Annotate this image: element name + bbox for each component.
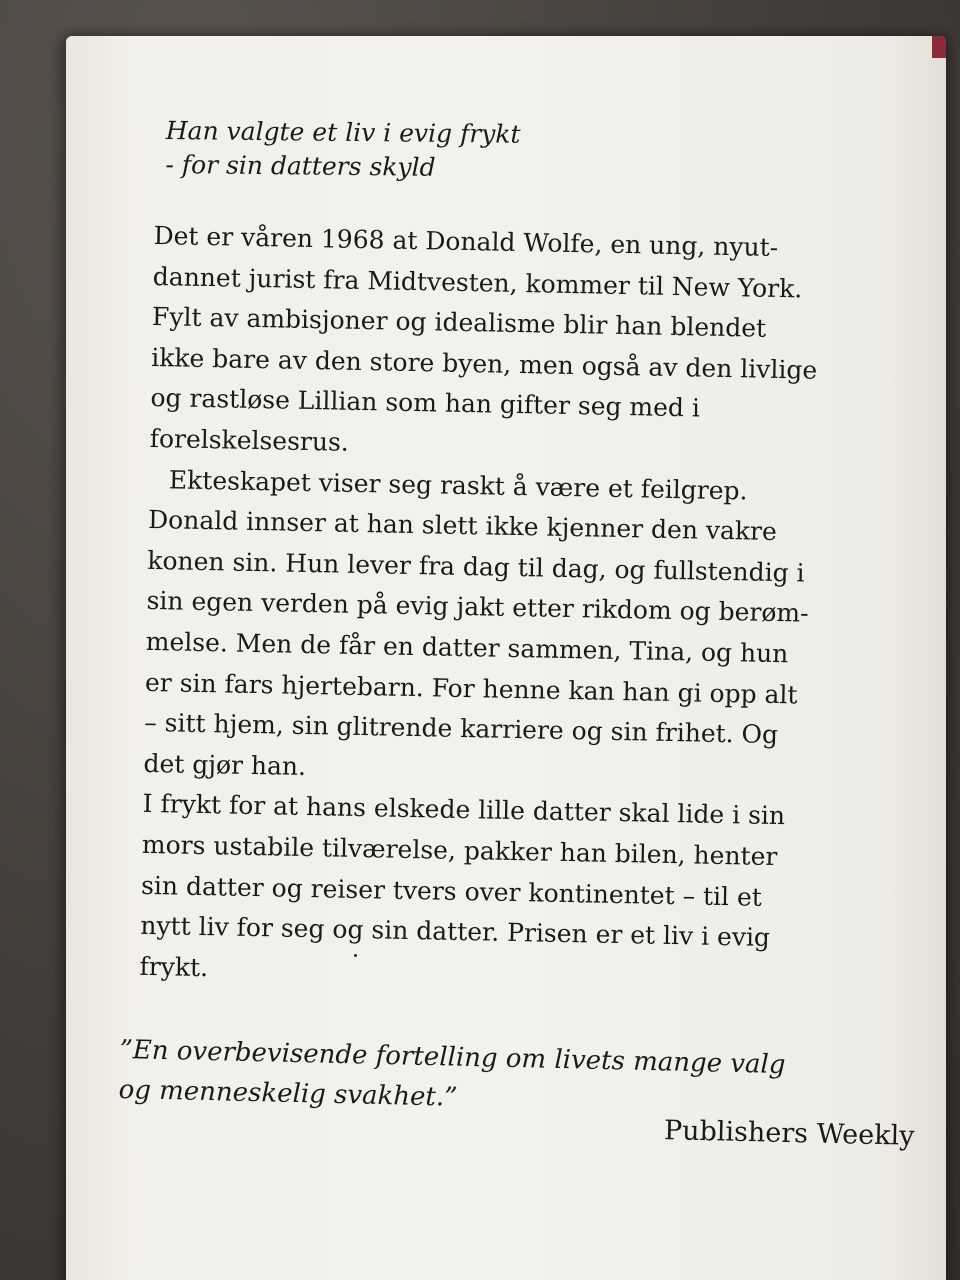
blurb-line: konen sin. Hun lever fra dag til dag, og fullstendig i: [147, 545, 805, 588]
review-quote: [118, 1030, 910, 1128]
blurb-line: I frykt for at hans elskede lille datter skal lide i sin: [142, 789, 786, 831]
blurb-line: er sin fars hjertebarn. For henne kan han gi opp alt: [144, 667, 798, 709]
blurb-text: [139, 216, 884, 1001]
blurb-line: frykt.: [139, 951, 209, 982]
tagline: [165, 114, 520, 186]
blurb-line: – sitt hjem, sin glitrende karriere og sin frihet. Og: [143, 708, 779, 750]
blurb-line: dannet jurist fra Midtvesten, kommer til New York.: [152, 261, 803, 304]
quote-line-2: og menneskelig svakhet.”: [118, 1074, 458, 1113]
cover-text: [66, 36, 946, 1280]
blurb-line: Fylt av ambisjoner og idealisme blir han blendet: [151, 302, 767, 343]
blurb-line: Ekteskapet viser seg raskt å være et feilgrep.: [168, 464, 748, 506]
blurb-line: mors ustabile tilværelse, pakker han bilen, henter: [141, 829, 778, 871]
blurb-line: sin egen verden på evig jakt etter rikdom og berøm-: [146, 586, 809, 628]
tagline-line-1: Han valgte et liv i evig frykt: [165, 115, 521, 149]
blurb-line: nytt liv for seg og sin datter. Prisen er et liv i evig: [140, 910, 771, 953]
paper-speck: [354, 954, 357, 957]
blurb-line: Det er våren 1968 at Donald Wolfe, en ung, nyut-: [153, 220, 779, 262]
blurb-line: og rastløse Lillian som han gifter seg med i: [150, 383, 701, 423]
blurb-line: forelskelsesrus.: [149, 423, 350, 457]
blurb-line: melse. Men de får en datter sammen, Tina, og hun: [145, 626, 789, 669]
tagline-line-2: - for sin datters skyld: [165, 149, 436, 182]
book-back-cover: [66, 36, 946, 1280]
blurb-line: det gjør han.: [143, 748, 307, 781]
quote-source: Publishers Weekly: [663, 1115, 915, 1152]
blurb-line: ikke bare av den store byen, men også av den livlige: [151, 342, 818, 385]
blurb-line: Donald innser at han slett ikke kjenner den vakre: [147, 505, 778, 547]
quote-line-1: ”En overbevisende fortelling om livets mange valg: [119, 1034, 786, 1081]
blurb-line: sin datter og reiser tvers over kontinentet – til et: [140, 870, 763, 912]
